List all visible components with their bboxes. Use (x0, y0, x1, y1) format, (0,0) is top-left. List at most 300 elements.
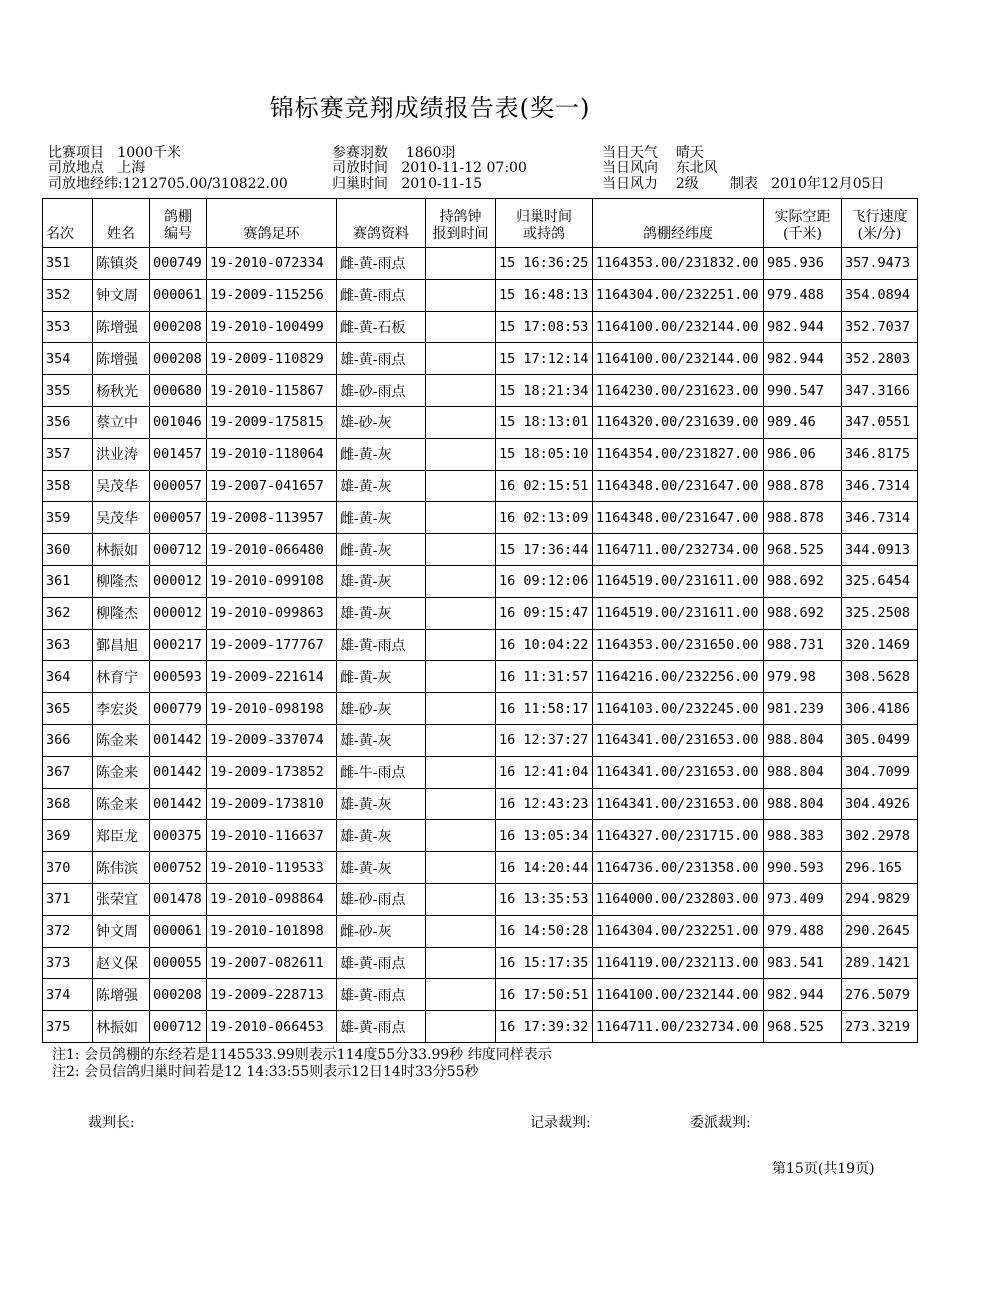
cell-speed: 325.6454 (842, 565, 918, 597)
cell-rank: 355 (43, 375, 93, 407)
cell-info: 雌-黄-灰 (337, 534, 426, 566)
cell-coord: 1164353.00/231832.00 (593, 248, 764, 280)
wind-force-value: 2级 (675, 176, 699, 192)
cell-speed: 347.3166 (842, 375, 918, 407)
cell-arrival: 16 12:37:27 (496, 724, 593, 756)
footnotes (52, 1047, 552, 1081)
cell-coord: 1164519.00/231611.00 (593, 565, 764, 597)
meta-weather (602, 145, 704, 161)
cell-info: 雌-黄-灰 (337, 502, 426, 534)
cell-info: 雌-黄-灰 (337, 438, 426, 470)
cell-name: 陈增强 (93, 979, 150, 1011)
page-number: 第15页(共19页) (772, 1161, 875, 1177)
cell-loft-id: 000779 (150, 693, 207, 725)
cell-loft-id: 000208 (150, 343, 207, 375)
cell-loft-id: 000749 (150, 248, 207, 280)
cell-info: 雌-砂-灰 (337, 915, 426, 947)
cell-distance: 982.944 (764, 311, 842, 343)
cell-loft-id: 000057 (150, 502, 207, 534)
cell-distance: 988.804 (764, 724, 842, 756)
cell-clock (426, 820, 496, 852)
cell-ring: 19-2010-098864 (207, 883, 337, 915)
cell-coord: 1164519.00/231611.00 (593, 597, 764, 629)
cell-name: 李宏炎 (93, 693, 150, 725)
cell-loft-id: 000055 (150, 947, 207, 979)
cell-distance: 979.488 (764, 915, 842, 947)
cell-ring: 19-2010-099863 (207, 597, 337, 629)
cell-info: 雄-砂-灰 (337, 406, 426, 438)
table-row (43, 852, 918, 884)
cell-distance: 981.239 (764, 693, 842, 725)
header-clock: 持鸽钟 报到时间 (426, 199, 496, 248)
cell-distance: 990.593 (764, 852, 842, 884)
cell-arrival: 16 14:20:44 (496, 852, 593, 884)
cell-clock (426, 883, 496, 915)
cell-arrival: 15 17:08:53 (496, 311, 593, 343)
cell-coord: 1164000.00/232803.00 (593, 883, 764, 915)
cell-info: 雄-黄-灰 (337, 565, 426, 597)
cell-clock (426, 852, 496, 884)
table-row (43, 756, 918, 788)
cell-speed: 347.0551 (842, 406, 918, 438)
cell-speed: 296.165 (842, 852, 918, 884)
cell-distance: 973.409 (764, 883, 842, 915)
cell-ring: 19-2008-113957 (207, 502, 337, 534)
cell-speed: 304.4926 (842, 788, 918, 820)
table-row (43, 788, 918, 820)
cell-info: 雄-黄-灰 (337, 820, 426, 852)
cell-clock (426, 661, 496, 693)
cell-arrival: 16 09:12:06 (496, 565, 593, 597)
cell-arrival: 16 11:58:17 (496, 693, 593, 725)
cell-name: 蔡立中 (93, 406, 150, 438)
cell-rank: 365 (43, 693, 93, 725)
cell-arrival: 15 17:36:44 (496, 534, 593, 566)
table-row (43, 724, 918, 756)
cell-loft-id: 000593 (150, 661, 207, 693)
cell-info: 雄-黄-灰 (337, 788, 426, 820)
cell-loft-id: 000375 (150, 820, 207, 852)
header-rank: 名次 (43, 199, 93, 248)
cell-rank: 360 (43, 534, 93, 566)
made-value: 2010年12月05日 (771, 176, 885, 192)
header-info: 赛鸽资料 (337, 199, 426, 248)
cell-name: 柳隆杰 (93, 565, 150, 597)
cell-rank: 364 (43, 661, 93, 693)
cell-coord: 1164304.00/232251.00 (593, 279, 764, 311)
cell-speed: 352.7037 (842, 311, 918, 343)
cell-rank: 357 (43, 438, 93, 470)
cell-speed: 289.1421 (842, 947, 918, 979)
signature-chief: 裁判长: (88, 1115, 135, 1131)
cell-ring: 19-2010-100499 (207, 311, 337, 343)
cell-info: 雄-黄-灰 (337, 852, 426, 884)
cell-rank: 352 (43, 279, 93, 311)
table-row (43, 375, 918, 407)
cell-loft-id: 001457 (150, 438, 207, 470)
cell-info: 雄-砂-雨点 (337, 883, 426, 915)
release-time-value: 2010-11-12 07:00 (401, 160, 527, 176)
cell-distance: 968.525 (764, 534, 842, 566)
cell-rank: 369 (43, 820, 93, 852)
cell-arrival: 16 14:50:28 (496, 915, 593, 947)
cell-coord: 1164353.00/231650.00 (593, 629, 764, 661)
cell-info: 雌-黄-雨点 (337, 248, 426, 280)
cell-clock (426, 343, 496, 375)
made-label: 制表 (729, 176, 758, 192)
cell-rank: 362 (43, 597, 93, 629)
cell-coord: 1164119.00/232113.00 (593, 947, 764, 979)
table-row (43, 915, 918, 947)
cell-distance: 988.692 (764, 597, 842, 629)
cell-speed: 305.0499 (842, 724, 918, 756)
cell-speed: 352.2803 (842, 343, 918, 375)
cell-distance: 988.731 (764, 629, 842, 661)
cell-distance: 988.692 (764, 565, 842, 597)
cell-rank: 354 (43, 343, 93, 375)
cell-speed: 346.8175 (842, 438, 918, 470)
cell-name: 陈增强 (93, 311, 150, 343)
cell-ring: 19-2009-228713 (207, 979, 337, 1011)
cell-arrival: 16 15:17:35 (496, 947, 593, 979)
meta-release-coord (48, 176, 288, 192)
cell-info: 雄-黄-雨点 (337, 629, 426, 661)
cell-rank: 353 (43, 311, 93, 343)
cell-loft-id: 000217 (150, 629, 207, 661)
cell-clock (426, 375, 496, 407)
cell-ring: 19-2009-175815 (207, 406, 337, 438)
cell-clock (426, 534, 496, 566)
cell-name: 陈伟滨 (93, 852, 150, 884)
table-row (43, 534, 918, 566)
cell-info: 雄-黄-灰 (337, 470, 426, 502)
cell-name: 张荣宜 (93, 883, 150, 915)
cell-coord: 1164100.00/232144.00 (593, 343, 764, 375)
cell-ring: 19-2010-098198 (207, 693, 337, 725)
meta-wind-dir (602, 160, 718, 176)
cell-info: 雄-黄-灰 (337, 724, 426, 756)
cell-distance: 988.878 (764, 502, 842, 534)
event-label: 比赛项目 (48, 145, 104, 161)
cell-info: 雌-黄-石板 (337, 311, 426, 343)
cell-name: 陈金来 (93, 756, 150, 788)
cell-speed: 325.2508 (842, 597, 918, 629)
cell-info: 雌-黄-雨点 (337, 279, 426, 311)
cell-name: 陈金来 (93, 788, 150, 820)
cell-ring: 19-2010-116637 (207, 820, 337, 852)
cell-rank: 366 (43, 724, 93, 756)
cell-clock (426, 279, 496, 311)
cell-rank: 358 (43, 470, 93, 502)
cell-distance: 985.936 (764, 248, 842, 280)
cell-speed: 304.7099 (842, 756, 918, 788)
table-row (43, 693, 918, 725)
cell-coord: 1164230.00/231623.00 (593, 375, 764, 407)
header-loft-id: 鸽棚 编号 (150, 199, 207, 248)
cell-coord: 1164736.00/231358.00 (593, 852, 764, 884)
cell-rank: 374 (43, 979, 93, 1011)
cell-clock (426, 565, 496, 597)
cell-rank: 367 (43, 756, 93, 788)
cell-clock (426, 629, 496, 661)
table-header-row (43, 199, 918, 248)
cell-distance: 979.98 (764, 661, 842, 693)
cell-name: 郑臣龙 (93, 820, 150, 852)
return-time-label: 归巢时间 (332, 176, 388, 192)
report-title: 锦标赛竞翔成绩报告表(奖一) (269, 94, 591, 122)
footnote-2: 注2: 会员信鸽归巢时间若是12 14:33:55则表示12日14时33分55秒 (52, 1064, 479, 1080)
cell-rank: 370 (43, 852, 93, 884)
cell-loft-id: 000061 (150, 915, 207, 947)
cell-rank: 356 (43, 406, 93, 438)
cell-ring: 19-2009-173810 (207, 788, 337, 820)
cell-distance: 989.46 (764, 406, 842, 438)
cell-coord: 1164320.00/231639.00 (593, 406, 764, 438)
cell-ring: 19-2010-119533 (207, 852, 337, 884)
cell-loft-id: 000208 (150, 311, 207, 343)
cell-clock (426, 947, 496, 979)
cell-speed: 308.5628 (842, 661, 918, 693)
return-time-value: 2010-11-15 (401, 176, 483, 192)
meta-release-place (48, 160, 145, 176)
cell-name: 吴茂华 (93, 470, 150, 502)
cell-coord: 1164100.00/232144.00 (593, 979, 764, 1011)
cell-coord: 1164304.00/232251.00 (593, 915, 764, 947)
cell-distance: 988.383 (764, 820, 842, 852)
cell-loft-id: 000061 (150, 279, 207, 311)
cell-speed: 346.7314 (842, 502, 918, 534)
cell-clock (426, 248, 496, 280)
cell-arrival: 15 18:21:34 (496, 375, 593, 407)
cell-ring: 19-2009-221614 (207, 661, 337, 693)
cell-coord: 1164341.00/231653.00 (593, 756, 764, 788)
cell-ring: 19-2010-066453 (207, 1011, 337, 1043)
cell-clock (426, 470, 496, 502)
cell-name: 钟文周 (93, 915, 150, 947)
cell-name: 陈金来 (93, 724, 150, 756)
cell-arrival: 16 12:43:23 (496, 788, 593, 820)
meta-wind-force (602, 176, 885, 192)
meta-return-time (332, 176, 482, 192)
cell-clock (426, 502, 496, 534)
cell-loft-id: 001442 (150, 756, 207, 788)
footnote-1: 注1: 会员鸽棚的东经若是1145533.99则表示114度55分33.99秒 纬度同样表示 (52, 1047, 552, 1063)
signature-delegate: 委派裁判: (690, 1115, 751, 1131)
entries-label: 参赛羽数 (332, 145, 388, 161)
cell-coord: 1164711.00/232734.00 (593, 1011, 764, 1043)
cell-info: 雄-砂-雨点 (337, 375, 426, 407)
table-row (43, 597, 918, 629)
cell-speed: 290.2645 (842, 915, 918, 947)
table-row (43, 661, 918, 693)
cell-ring: 19-2007-082611 (207, 947, 337, 979)
cell-arrival: 16 09:15:47 (496, 597, 593, 629)
cell-ring: 19-2009-115256 (207, 279, 337, 311)
cell-distance: 988.804 (764, 788, 842, 820)
cell-name: 林育宁 (93, 661, 150, 693)
table-row (43, 883, 918, 915)
cell-info: 雄-砂-灰 (337, 693, 426, 725)
header-speed: 飞行速度 (米/分) (842, 199, 918, 248)
event-value: 1000千米 (117, 145, 181, 161)
cell-info: 雄-黄-雨点 (337, 343, 426, 375)
cell-loft-id: 000712 (150, 1011, 207, 1043)
cell-clock (426, 756, 496, 788)
cell-speed: 302.2978 (842, 820, 918, 852)
cell-speed: 354.0894 (842, 279, 918, 311)
cell-distance: 982.944 (764, 979, 842, 1011)
cell-speed: 273.3219 (842, 1011, 918, 1043)
table-row (43, 565, 918, 597)
cell-speed: 306.4186 (842, 693, 918, 725)
cell-ring: 19-2009-110829 (207, 343, 337, 375)
cell-coord: 1164216.00/232256.00 (593, 661, 764, 693)
header-ring: 赛鸽足环 (207, 199, 337, 248)
cell-ring: 19-2009-173852 (207, 756, 337, 788)
cell-clock (426, 693, 496, 725)
header-distance: 实际空距 (千米) (764, 199, 842, 248)
table-row (43, 1011, 918, 1043)
cell-clock (426, 915, 496, 947)
cell-coord: 1164103.00/232245.00 (593, 693, 764, 725)
cell-name: 洪业涛 (93, 438, 150, 470)
cell-ring: 19-2009-177767 (207, 629, 337, 661)
cell-loft-id: 000712 (150, 534, 207, 566)
cell-ring: 19-2010-072334 (207, 248, 337, 280)
cell-arrival: 16 10:04:22 (496, 629, 593, 661)
table-row (43, 820, 918, 852)
cell-name: 陈增强 (93, 343, 150, 375)
cell-speed: 320.1469 (842, 629, 918, 661)
cell-clock (426, 1011, 496, 1043)
release-place-label: 司放地点 (48, 160, 104, 176)
table-row (43, 979, 918, 1011)
cell-name: 陈镇炎 (93, 248, 150, 280)
release-time-label: 司放时间 (332, 160, 388, 176)
cell-arrival: 16 13:05:34 (496, 820, 593, 852)
cell-clock (426, 311, 496, 343)
release-coord-value: :1212705.00/310822.00 (118, 176, 288, 192)
table-row (43, 406, 918, 438)
cell-arrival: 16 11:31:57 (496, 661, 593, 693)
weather-value: 晴天 (675, 145, 704, 161)
cell-coord: 1164341.00/231653.00 (593, 788, 764, 820)
signature-recorder: 记录裁判: (530, 1115, 591, 1131)
cell-info: 雌-黄-灰 (337, 661, 426, 693)
table-row (43, 248, 918, 280)
cell-distance: 982.944 (764, 343, 842, 375)
cell-name: 林振如 (93, 534, 150, 566)
results-table (42, 198, 918, 1043)
meta-release-time (332, 160, 527, 176)
cell-ring: 19-2010-066480 (207, 534, 337, 566)
cell-rank: 363 (43, 629, 93, 661)
cell-coord: 1164341.00/231653.00 (593, 724, 764, 756)
cell-distance: 968.525 (764, 1011, 842, 1043)
cell-distance: 983.541 (764, 947, 842, 979)
release-place-value: 上海 (117, 160, 146, 176)
cell-loft-id: 000057 (150, 470, 207, 502)
cell-arrival: 16 17:39:32 (496, 1011, 593, 1043)
cell-arrival: 16 13:35:53 (496, 883, 593, 915)
cell-info: 雄-黄-雨点 (337, 1011, 426, 1043)
cell-name: 杨秋光 (93, 375, 150, 407)
cell-name: 赵义保 (93, 947, 150, 979)
cell-clock (426, 724, 496, 756)
cell-speed: 346.7314 (842, 470, 918, 502)
cell-distance: 990.547 (764, 375, 842, 407)
cell-distance: 986.06 (764, 438, 842, 470)
cell-rank: 351 (43, 248, 93, 280)
cell-rank: 359 (43, 502, 93, 534)
cell-ring: 19-2010-099108 (207, 565, 337, 597)
table-row (43, 438, 918, 470)
cell-arrival: 15 16:36:25 (496, 248, 593, 280)
cell-rank: 371 (43, 883, 93, 915)
cell-speed: 276.5079 (842, 979, 918, 1011)
cell-ring: 19-2009-337074 (207, 724, 337, 756)
header-arrival: 归巢时间 或持鸽 (496, 199, 593, 248)
cell-rank: 372 (43, 915, 93, 947)
cell-loft-id: 001478 (150, 883, 207, 915)
cell-ring: 19-2010-115867 (207, 375, 337, 407)
cell-info: 雄-黄-灰 (337, 597, 426, 629)
cell-speed: 294.9829 (842, 883, 918, 915)
cell-coord: 1164354.00/231827.00 (593, 438, 764, 470)
cell-arrival: 16 17:50:51 (496, 979, 593, 1011)
cell-name: 吴茂华 (93, 502, 150, 534)
cell-clock (426, 788, 496, 820)
cell-speed: 344.0913 (842, 534, 918, 566)
cell-coord: 1164348.00/231647.00 (593, 502, 764, 534)
header-name: 姓名 (93, 199, 150, 248)
table-row (43, 629, 918, 661)
cell-arrival: 16 02:15:51 (496, 470, 593, 502)
cell-coord: 1164327.00/231715.00 (593, 820, 764, 852)
meta-entries (332, 145, 455, 161)
table-row (43, 311, 918, 343)
cell-loft-id: 000752 (150, 852, 207, 884)
cell-loft-id: 000012 (150, 597, 207, 629)
cell-loft-id: 000680 (150, 375, 207, 407)
cell-distance: 979.488 (764, 279, 842, 311)
cell-loft-id: 001442 (150, 788, 207, 820)
wind-force-label: 当日风力 (602, 176, 658, 192)
cell-arrival: 16 12:41:04 (496, 756, 593, 788)
meta-event (48, 145, 181, 161)
cell-distance: 988.804 (764, 756, 842, 788)
entries-value: 1860羽 (405, 145, 456, 161)
cell-speed: 357.9473 (842, 248, 918, 280)
cell-arrival: 15 18:05:10 (496, 438, 593, 470)
table-row (43, 343, 918, 375)
cell-arrival: 15 18:13:01 (496, 406, 593, 438)
cell-clock (426, 979, 496, 1011)
table-row (43, 470, 918, 502)
cell-name: 钟文周 (93, 279, 150, 311)
table-row (43, 947, 918, 979)
cell-coord: 1164100.00/232144.00 (593, 311, 764, 343)
cell-info: 雄-黄-雨点 (337, 979, 426, 1011)
weather-label: 当日天气 (602, 145, 658, 161)
cell-name: 鄞昌旭 (93, 629, 150, 661)
cell-rank: 375 (43, 1011, 93, 1043)
table-row (43, 502, 918, 534)
cell-ring: 19-2007-041657 (207, 470, 337, 502)
cell-rank: 368 (43, 788, 93, 820)
cell-name: 林振如 (93, 1011, 150, 1043)
release-coord-label: 司放地经纬 (48, 176, 118, 192)
